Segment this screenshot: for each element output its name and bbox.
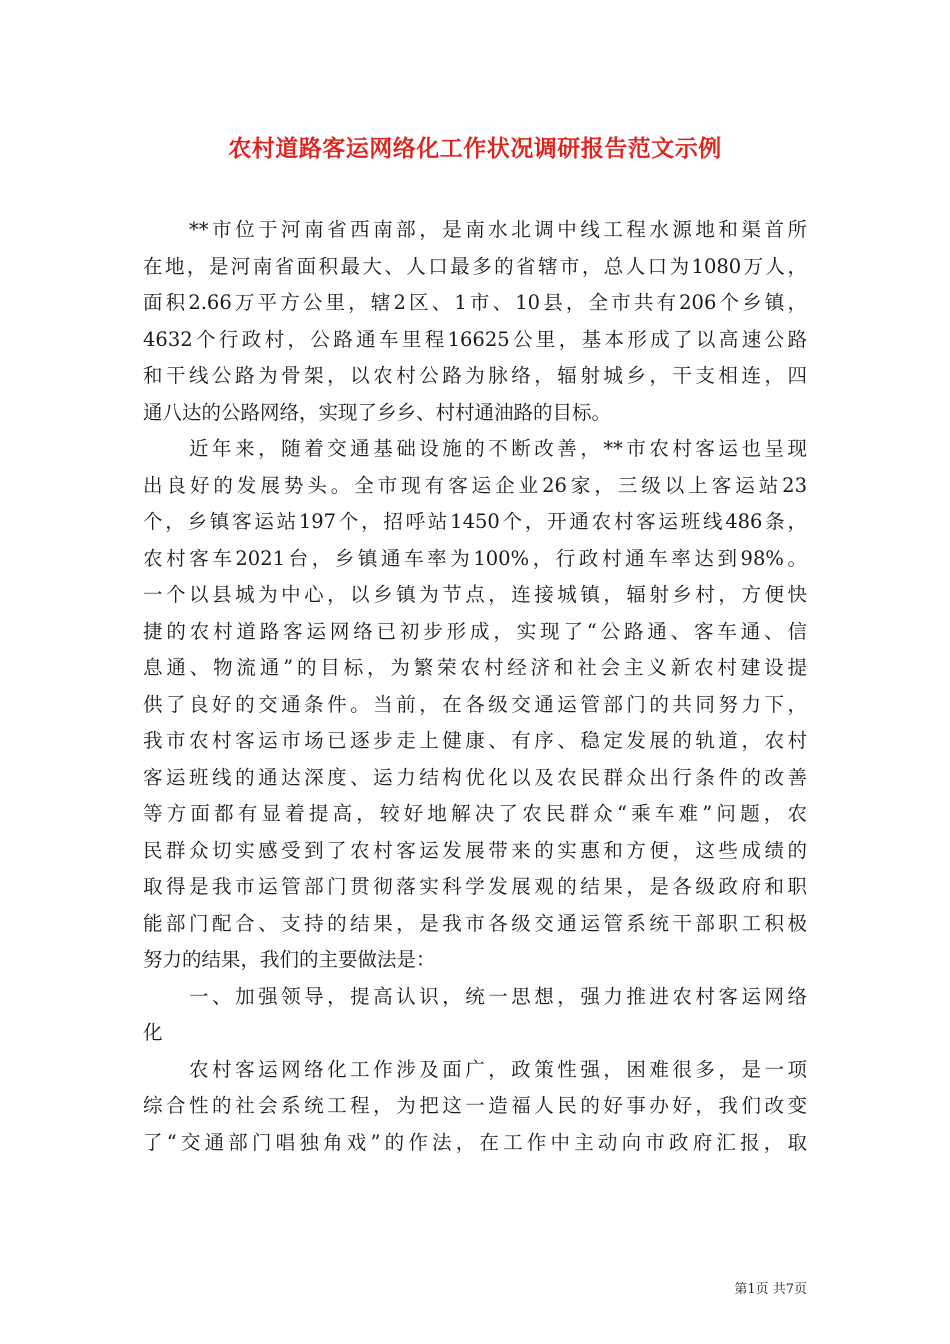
body-text-line: 捷的农村道路客运网络已初步形成，实现了“公路通、客车通、信 bbox=[143, 619, 807, 643]
body-text-line: 综合性的社会系统工程，为把这一造福人民的好事办好，我们改变 bbox=[143, 1094, 807, 1117]
body-text-line: 取得是我市运管部门贯彻落实科学发展观的结果，是各级政府和职 bbox=[143, 875, 807, 898]
body-text-line: 供了良好的交通条件。当前，在各级交通运管部门的共同努力下， bbox=[143, 692, 807, 716]
body-text-line: 和干线公路为骨架，以农村公路为脉络，辐射城乡，干支相连，四 bbox=[143, 364, 807, 387]
page-footer: 第1页 共7页 bbox=[734, 1282, 807, 1297]
body-text-line: 个，乡镇客运站197个，招呼站1450个，开通农村客运班线486条， bbox=[143, 510, 807, 533]
body-text-line: 努力的结果，我们的主要做法是： bbox=[143, 948, 436, 971]
body-text-line: 出良好的发展势头。全市现有客运企业26家，三级以上客运站23 bbox=[143, 473, 807, 497]
body-text-line: 能部门配合、支持的结果，是我市各级交通运管系统干部职工积极 bbox=[143, 911, 807, 935]
body-text-line: 一个以县城为中心，以乡镇为节点，连接城镇，辐射乡村，方便快 bbox=[143, 583, 807, 606]
body-text-line: 了“交通部门唱独角戏”的作法，在工作中主动向市政府汇报，取 bbox=[143, 1130, 807, 1154]
body-text-line: 息通、物流通”的目标，为繁荣农村经济和社会主义新农村建设提 bbox=[143, 656, 807, 679]
body-text-line: 面积2.66万平方公里，辖2区、1市、10县，全市共有206个乡镇， bbox=[143, 291, 807, 314]
body-text-line: 我市农村客运市场已逐步走上健康、有序、稳定发展的轨道，农村 bbox=[143, 729, 807, 752]
body-text-line: 农村客运网络化工作涉及面广，政策性强，困难很多，是一项 bbox=[143, 1057, 807, 1081]
body-text-line: 在地，是河南省面积最大、人口最多的省辖市，总人口为1080万人， bbox=[143, 254, 807, 278]
body-text-line: 民群众切实感受到了农村客运发展带来的实惠和方便，这些成绩的 bbox=[143, 838, 807, 862]
body-text-line: 通八达的公路网络，实现了乡乡、村村通油路的目标。 bbox=[143, 400, 612, 424]
body-text-line: 一、加强领导，提高认识，统一思想，强力推进农村客运网络 bbox=[143, 984, 807, 1008]
body-text-line: 农村客车2021台，乡镇通车率为100%，行政村通车率达到98%。 bbox=[143, 546, 807, 570]
body-text-line: 近年来，随着交通基础设施的不断改善，**市农村客运也呈现 bbox=[143, 437, 807, 460]
document-title: 农村道路客运网络化工作状况调研报告范文示例 bbox=[228, 135, 722, 162]
body-text-line: **市位于河南省西南部，是南水北调中线工程水源地和渠首所 bbox=[143, 218, 807, 241]
body-text-line: 客运班线的通达深度、运力结构优化以及农民群众出行条件的改善 bbox=[143, 765, 807, 789]
body-text-line: 等方面都有显着提高，较好地解决了农民群众“乘车难”问题，农 bbox=[143, 802, 807, 825]
document-body bbox=[143, 212, 807, 1161]
body-text-line: 4632个行政村，公路通车里程16625公里，基本形成了以高速公路 bbox=[143, 327, 807, 351]
body-text-line: 化 bbox=[143, 1021, 163, 1044]
